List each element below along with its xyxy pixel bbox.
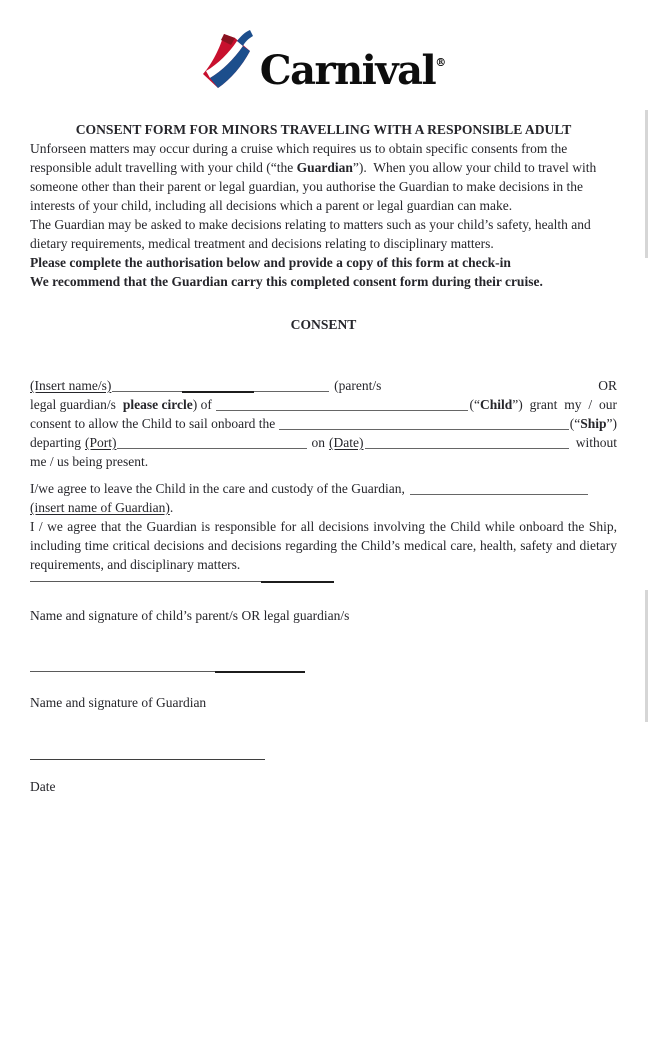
registered-trademark-symbol: ®	[435, 56, 447, 69]
names-blank-field	[112, 391, 329, 392]
signature-label-parent: Name and signature of child’s parent/s OR legal guardian/s	[30, 608, 350, 623]
ship-term-bold: Ship	[580, 416, 607, 431]
consent-section-heading: CONSENT	[290, 317, 357, 332]
consent-form-document	[0, 18, 649, 796]
departing-text: departing	[30, 435, 81, 450]
intro-p1-text-a: Unforseen matters may occur during a cruise which requires us to obtain specific consents from the responsible adult travelling with your child (“the	[30, 141, 568, 175]
signature-line-parent	[30, 581, 334, 582]
child-term-bold: Child	[479, 397, 513, 412]
blank-dark-segment	[182, 391, 254, 393]
consent-fill-in-paragraph	[30, 376, 617, 471]
date-blank-field	[365, 448, 569, 449]
child-term-post: ”) grant my / our	[512, 397, 617, 412]
signature-line-date	[30, 759, 265, 760]
brand-name: Carnival	[259, 47, 436, 94]
child-term-pre: (“	[469, 397, 480, 412]
signature-label-guardian: Name and signature of Guardian	[30, 695, 207, 710]
consent-line-2	[30, 395, 617, 414]
intro-paragraph-1	[30, 139, 617, 215]
port-blank-field	[117, 448, 306, 449]
consent-line-1	[30, 376, 617, 395]
please-circle-bold: please circle	[122, 397, 193, 412]
period: .	[169, 500, 174, 515]
child-name-blank-field	[216, 410, 469, 411]
intro-paragraph-2: The Guardian may be asked to make decisions relating to matters such as your child’s safety, health and dietary requirements, medical treatment and decisions relating to disciplinary matters.	[30, 217, 591, 251]
custody-text: I/we agree to leave the Child in the care and custody of the Guardian,	[30, 481, 405, 496]
consent-line-5: me / us being present.	[30, 454, 149, 469]
carnival-funnel-icon	[201, 30, 257, 90]
ship-name-blank-field	[279, 429, 569, 430]
signature-label-date: Date	[30, 779, 56, 794]
insert-guardian-name-line	[30, 498, 617, 517]
intro-p1-text-b: ”). When you allow your child to travel with someone other than their parent or legal guardian, you authorise the Guardian to make decisions in the interests of your child, including all decisions which a parent or legal guardian can make.	[30, 160, 597, 213]
insert-names-label: (Insert name/s)	[30, 378, 112, 393]
responsibility-paragraph: I / we agree that the Guardian is responsible for all decisions involving the Child while onboard the Ship, including time critical decisions and decisions regarding the Child’s medical care, health, safety and dietary requirements, and disciplinary matters.	[30, 519, 617, 572]
of-text: ) of	[192, 397, 212, 412]
ship-term-text	[570, 414, 617, 433]
signature-line-dark-segment	[215, 671, 305, 673]
ship-term-pre: (“	[569, 416, 581, 431]
on-text: on	[311, 435, 326, 450]
signature-line-guardian	[30, 671, 305, 672]
instruction-carry-form: We recommend that the Guardian carry this completed consent form during their cruise.	[30, 274, 543, 289]
instruction-complete-authorisation: Please complete the authorisation below and provide a copy of this form at check-in	[30, 255, 511, 270]
guardian-custody-line	[30, 479, 617, 498]
legal-guardian-text: legal guardian/s	[30, 397, 116, 412]
guardian-name-blank-field	[410, 494, 588, 495]
date-label: (Date)	[329, 435, 364, 450]
parent-or-text: (parent/s	[334, 378, 382, 393]
scrollbar-thumb[interactable]	[645, 590, 648, 722]
child-term-text	[469, 395, 617, 414]
page-title: CONSENT FORM FOR MINORS TRAVELLING WITH A RESPONSIBLE ADULT	[75, 122, 572, 137]
port-label: (Port)	[84, 435, 117, 450]
brand-wordmark	[259, 47, 447, 94]
without-text: without	[575, 435, 617, 450]
guardian-term-bold: Guardian	[296, 160, 353, 175]
sail-onboard-text: consent to allow the Child to sail onboard the	[30, 416, 276, 431]
insert-guardian-name-label: (insert name of Guardian)	[30, 500, 170, 515]
scrollbar-thumb[interactable]	[645, 110, 648, 258]
ship-term-post: ”)	[606, 416, 617, 431]
or-text: OR	[598, 378, 617, 393]
guardian-custody-clause	[30, 479, 617, 517]
signature-line-dark-segment	[261, 581, 334, 583]
carnival-logo	[30, 18, 617, 94]
consent-line-4	[30, 433, 617, 452]
consent-line-3	[30, 414, 617, 433]
